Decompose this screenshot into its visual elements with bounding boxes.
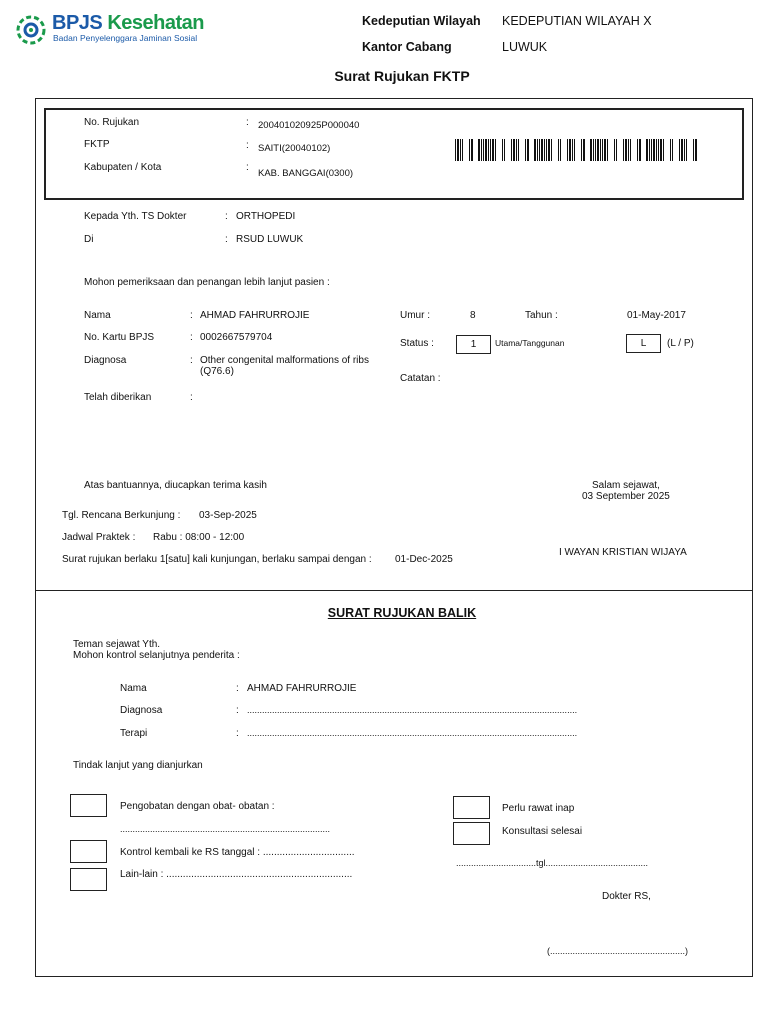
- opt-kontrol-label: Kontrol kembali ke RS tanggal : .................................: [120, 847, 355, 858]
- opt-obat-label: Pengobatan dengan obat- obatan :: [120, 801, 275, 812]
- checkbox-konsultasi[interactable]: [453, 822, 490, 845]
- kepada-value: ORTHOPEDI: [236, 211, 296, 222]
- berlaku-label: Surat rujukan berlaku 1[satu] kali kunjungan, berlaku sampai dengan :: [62, 554, 372, 565]
- status-box: 1: [456, 335, 491, 354]
- cabang-value: LUWUK: [502, 40, 548, 54]
- jadwal-label: Jadwal Praktek :: [62, 532, 136, 543]
- diagnosa-value-line1: Other congenital malformations of ribs: [200, 355, 369, 366]
- tgl-line: ................................tgl.........................................: [456, 858, 649, 868]
- colon: :: [225, 234, 228, 245]
- umur-label: Umur :: [400, 310, 430, 321]
- sex-desc: (L / P): [667, 338, 694, 349]
- logo-tagline: Badan Penyelenggara Jaminan Sosial: [53, 33, 198, 43]
- rencana-value: 03-Sep-2025: [199, 510, 257, 521]
- opt-rawat-label: Perlu rawat inap: [502, 803, 575, 814]
- greet-line2: Mohon kontrol selanjutnya penderita :: [73, 650, 240, 661]
- colon: :: [225, 211, 228, 222]
- berlaku-value: 01-Dec-2025: [395, 554, 453, 565]
- colon: :: [236, 728, 239, 739]
- wilayah-label: Kedeputian Wilayah: [362, 14, 481, 28]
- diagnosa-label: Diagnosa: [84, 355, 127, 366]
- document-frame: [35, 98, 753, 977]
- dob-value: 01-May-2017: [627, 310, 686, 321]
- status-label: Status :: [400, 338, 434, 349]
- colon: :: [190, 355, 193, 366]
- checkbox-rawat-inap[interactable]: [453, 796, 490, 819]
- jadwal-value: Rabu : 08:00 - 12:00: [153, 532, 245, 543]
- section-divider: [35, 590, 752, 591]
- thanks-text: Atas bantuannya, diucapkan terima kasih: [84, 480, 267, 491]
- dokter-rs-label: Dokter RS,: [602, 891, 651, 902]
- balik-nama-label: Nama: [120, 683, 147, 694]
- opt-konsul-label: Konsultasi selesai: [502, 826, 583, 837]
- telah-label: Telah diberikan: [84, 392, 152, 403]
- letter-date: 03 September 2025: [582, 491, 670, 502]
- colon: :: [246, 140, 249, 151]
- logo-brand-accent: Kesehatan: [107, 12, 204, 34]
- colon: :: [246, 162, 249, 173]
- kartu-label: No. Kartu BPJS: [84, 332, 155, 343]
- colon: :: [190, 310, 193, 321]
- rencana-label: Tgl. Rencana Berkunjung :: [62, 510, 181, 521]
- balik-terapi-label: Terapi: [120, 728, 148, 739]
- opt-obat-dots: ....................................................................................: [120, 824, 331, 834]
- kartu-value: 0002667579704: [200, 332, 273, 343]
- greet-line1: Teman sejawat Yth.: [73, 639, 161, 650]
- umur-value: 8: [470, 310, 476, 321]
- catatan-label: Catatan :: [400, 373, 441, 384]
- kabupaten-value: KAB. BANGGAI(0300): [258, 168, 354, 179]
- balik-nama-value: AHMAD FAHRURROJIE: [247, 683, 357, 694]
- balik-title: SURAT RUJUKAN BALIK: [327, 606, 477, 620]
- opt-lain-label: Lain-lain : ...................................................................: [120, 869, 353, 880]
- colon: :: [236, 705, 239, 716]
- di-label: Di: [84, 234, 94, 245]
- no-rujukan-label: No. Rujukan: [84, 117, 140, 128]
- colon: :: [190, 392, 193, 403]
- fktp-label: FKTP: [84, 139, 110, 150]
- checkbox-kontrol[interactable]: [70, 840, 107, 863]
- checkbox-obat[interactable]: [70, 794, 107, 817]
- sex-box: L: [626, 334, 661, 353]
- checkbox-lain[interactable]: [70, 868, 107, 891]
- balik-diagnosa-dots: ....................................................................................................................................: [247, 705, 578, 715]
- colon: :: [236, 683, 239, 694]
- page-title: Surat Rujukan FKTP: [334, 68, 470, 84]
- diagnosa-value-line2: (Q76.6): [200, 366, 234, 377]
- barcode-icon: [455, 139, 703, 161]
- doctor-name: I WAYAN KRISTIAN WIJAYA: [559, 547, 687, 558]
- nama-value: AHMAD FAHRURROJIE: [200, 310, 310, 321]
- colon: :: [190, 332, 193, 343]
- nama-label: Nama: [84, 310, 111, 321]
- tahun-label: Tahun :: [525, 310, 558, 321]
- cabang-label: Kantor Cabang: [362, 40, 452, 54]
- kabupaten-label: Kabupaten / Kota: [84, 162, 162, 173]
- salam-text: Salam sejawat,: [592, 480, 660, 491]
- colon: :: [246, 117, 249, 128]
- tindak-label: Tindak lanjut yang dianjurkan: [73, 760, 203, 771]
- balik-diagnosa-label: Diagnosa: [120, 705, 163, 716]
- logo-brand: BPJS: [52, 12, 103, 34]
- bpjs-emblem-icon: [16, 15, 46, 45]
- signature-line: (......................................................): [547, 946, 689, 956]
- di-value: RSUD LUWUK: [236, 234, 304, 245]
- kepada-label: Kepada Yth. TS Dokter: [84, 211, 187, 222]
- wilayah-value: KEDEPUTIAN WILAYAH X: [502, 14, 652, 28]
- request-text: Mohon pemeriksaan dan penangan lebih lanjut pasien :: [84, 277, 330, 288]
- fktp-value: SAITI(20040102): [258, 143, 331, 154]
- balik-terapi-dots: ....................................................................................................................................: [247, 728, 578, 738]
- bpjs-logo: [16, 12, 204, 48]
- status-desc: Utama/Tanggunan: [495, 338, 565, 348]
- no-rujukan-value: 200401020925P000040: [258, 120, 360, 131]
